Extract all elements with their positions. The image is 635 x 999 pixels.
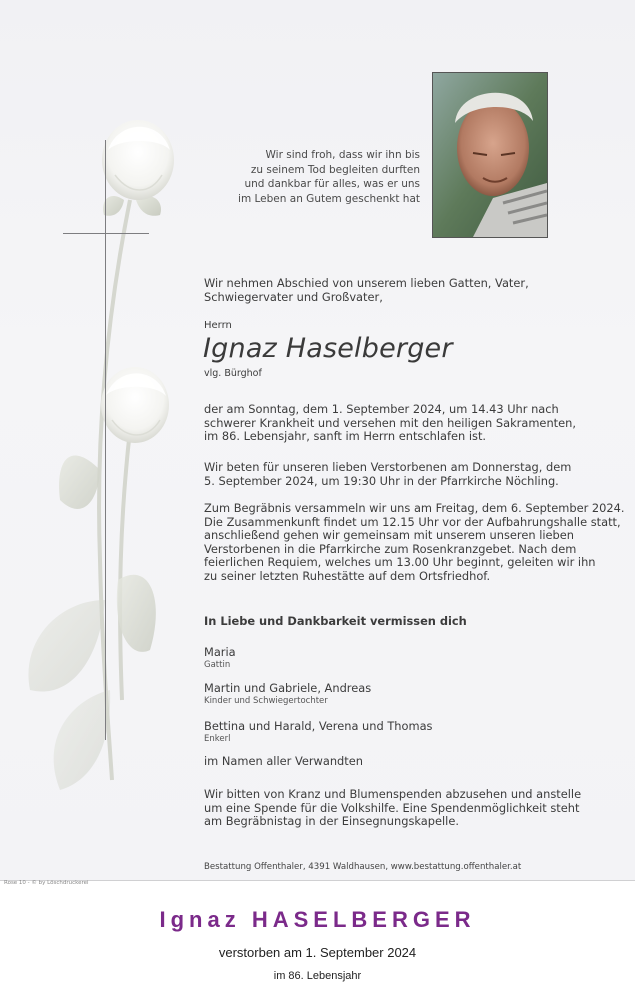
caption-age: im 86. Lebensjahr bbox=[273, 970, 362, 982]
mourner-relation: Kinder und Schwiegertochter bbox=[204, 695, 328, 706]
funeral-line: zu seiner letzten Ruhestätte auf dem Ortsfriedhof. bbox=[204, 568, 491, 583]
funeral-line: Verstorbenen in die Pfarrkirche zum Rosenkranzgebet. Nach dem bbox=[204, 541, 577, 556]
mourners-heading: In Liebe und Dankbarkeit vermissen dich bbox=[204, 614, 467, 628]
donation-line: um eine Spende für die Volkshilfe. Eine Spendenmöglichkeit steht bbox=[204, 800, 580, 815]
quote-line: zu seinem Tod begleiten durften bbox=[250, 163, 420, 176]
donation-line: Wir bitten von Kranz und Blumenspenden abzusehen und anstelle bbox=[204, 787, 582, 801]
memorial-quote bbox=[200, 148, 420, 206]
death-notice bbox=[204, 403, 628, 444]
mourner-names: Maria bbox=[204, 645, 236, 659]
prayer-notice bbox=[204, 461, 628, 488]
death-notice-line: im 86. Lebensjahr, sanft im Herrn entschlafen ist. bbox=[204, 429, 487, 444]
white-rose-illustration bbox=[0, 0, 200, 880]
caption-title: Ignaz HASELBERGER bbox=[159, 907, 476, 932]
prayer-line: Wir beten für unseren lieben Verstorbenen am Donnerstag, dem bbox=[204, 460, 572, 474]
death-notice-line: der am Sonntag, dem 1. September 2024, um 14.43 Uhr nach bbox=[204, 402, 559, 416]
undertaker-info: Bestattung Offenthaler, 4391 Waldhausen, www.bestattung.offenthaler.at bbox=[204, 862, 522, 872]
portrait-image bbox=[433, 73, 547, 237]
donation-line: am Begräbnistag in der Einsegnungskapelle. bbox=[204, 814, 459, 829]
intro-text bbox=[204, 277, 628, 304]
intro-line: Schwiegervater und Großvater, bbox=[204, 289, 383, 304]
mourner-group bbox=[204, 646, 628, 670]
quote-line: und dankbar für alles, was er uns bbox=[244, 178, 420, 190]
mourner-relation: Enkerl bbox=[204, 733, 231, 744]
mourner-names: Martin und Gabriele, Andreas bbox=[204, 681, 372, 695]
mourners-closing: im Namen aller Verwandten bbox=[204, 754, 363, 768]
mourner-group bbox=[204, 682, 628, 706]
intro-line: Wir nehmen Abschied von unserem lieben Gatten, Vater, bbox=[204, 276, 529, 290]
image-credit: Rose 10 - © by Löschdruckerei bbox=[4, 880, 89, 886]
funeral-line: anschließend gehen wir gemeinsam mit unserem unseren lieben bbox=[204, 528, 574, 543]
deceased-name: Ignaz Haselberger bbox=[203, 333, 453, 364]
quote-line: Wir sind froh, dass wir ihn bis bbox=[265, 149, 420, 161]
funeral-line: Die Zusammenkunft findet um 12.15 Uhr vor der Aufbahrungshalle statt, bbox=[204, 514, 621, 529]
salutation: Herrn bbox=[204, 320, 232, 331]
funeral-notice bbox=[204, 502, 628, 584]
caption-death-date: verstorben am 1. September 2024 bbox=[218, 945, 417, 960]
mourner-relation: Gattin bbox=[204, 659, 231, 670]
prayer-line: 5. September 2024, um 19:30 Uhr in der Pfarrkirche Nöchling. bbox=[204, 473, 559, 488]
house-name: vlg. Bürghof bbox=[204, 368, 262, 379]
donation-request bbox=[204, 788, 628, 829]
funeral-line: Zum Begräbnis versammeln wir uns am Freitag, dem 6. September 2024. bbox=[204, 501, 625, 515]
death-notice-line: schwerer Krankheit und versehen mit den heiligen Sakramenten, bbox=[204, 415, 576, 430]
mourner-names: Bettina und Harald, Verena und Thomas bbox=[204, 719, 433, 733]
quote-line: im Leben an Gutem geschenkt hat bbox=[238, 192, 420, 205]
mourner-group bbox=[204, 720, 628, 744]
funeral-line: feierlichen Requiem, welches um 13.00 Uhr beginnt, geleiten wir ihn bbox=[204, 555, 596, 570]
portrait-photo bbox=[432, 72, 548, 238]
cross-vertical-line bbox=[105, 140, 106, 740]
cross-horizontal-line bbox=[63, 233, 149, 234]
